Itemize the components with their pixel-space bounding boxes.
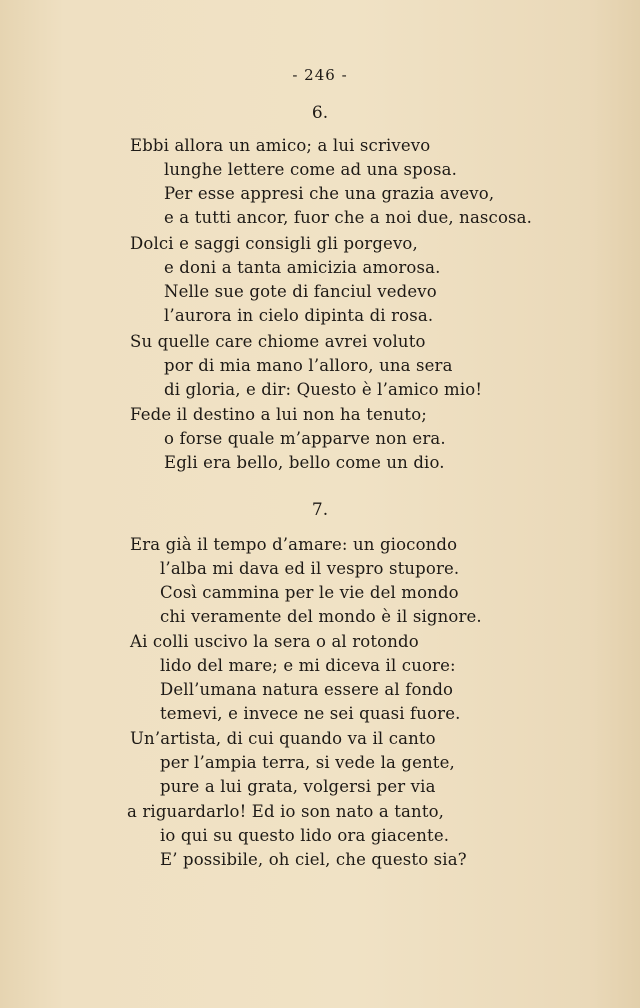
verse-line: chi veramente del mondo è il signore.	[160, 607, 482, 626]
verse-line: io qui su questo lido ora giacente.	[160, 826, 450, 845]
section-number: 7.	[311, 500, 329, 520]
verse-line: Dell’umana natura essere al fondo	[160, 680, 454, 699]
verse-line: di gloria, e dir: Questo è l’amico mio!	[164, 380, 483, 399]
verse-line: pure a lui grata, volgersi per via	[160, 777, 436, 796]
verse-line: l’aurora in cielo dipinta di rosa.	[164, 306, 434, 325]
section-number: 6.	[311, 103, 329, 123]
verse-line: Nelle sue gote di fanciul vedevo	[164, 282, 437, 301]
verse-line: Un’artista, di cui quando va il canto	[130, 729, 436, 748]
verse-line: Era già il tempo d’amare: un giocondo	[130, 535, 458, 554]
verse-line: Egli era bello, bello come un dio.	[164, 453, 445, 472]
verse-line: Dolci e saggi consigli gli porgevo,	[130, 234, 418, 253]
verse-line: lido del mare; e mi diceva il cuore:	[160, 656, 456, 675]
verse-line: por di mia mano l’alloro, una sera	[164, 356, 453, 375]
verse-line: per l’ampia terra, si vede la gente,	[160, 753, 455, 772]
verse-line: Su quelle care chiome avrei voluto	[130, 332, 426, 351]
verse-line: l’alba mi dava ed il vespro stupore.	[160, 559, 460, 578]
verse-line: Fede il destino a lui non ha tenuto;	[130, 405, 428, 424]
verse-line: a riguardarlo! Ed io son nato a tanto,	[127, 802, 445, 821]
verse-line: Così cammina per le vie del mondo	[160, 583, 459, 602]
verse-line: e doni a tanta amicizia amorosa.	[164, 258, 441, 277]
verse-line: E’ possibile, oh ciel, che questo sia?	[160, 850, 467, 869]
verse-line: o forse quale m’apparve non era.	[164, 429, 446, 448]
page-number: - 246 -	[292, 66, 348, 84]
verse-line: lunghe lettere come ad una sposa.	[164, 160, 457, 179]
verse-line: Ai colli uscivo la sera o al rotondo	[130, 632, 419, 651]
verse-line: Per esse appresi che una grazia avevo,	[164, 184, 495, 203]
verse-line: Ebbi allora un amico; a lui scrivevo	[130, 136, 431, 155]
verse-line: e a tutti ancor, fuor che a noi due, nascosa.	[164, 208, 533, 227]
verse-line: temevi, e invece ne sei quasi fuore.	[160, 704, 461, 723]
